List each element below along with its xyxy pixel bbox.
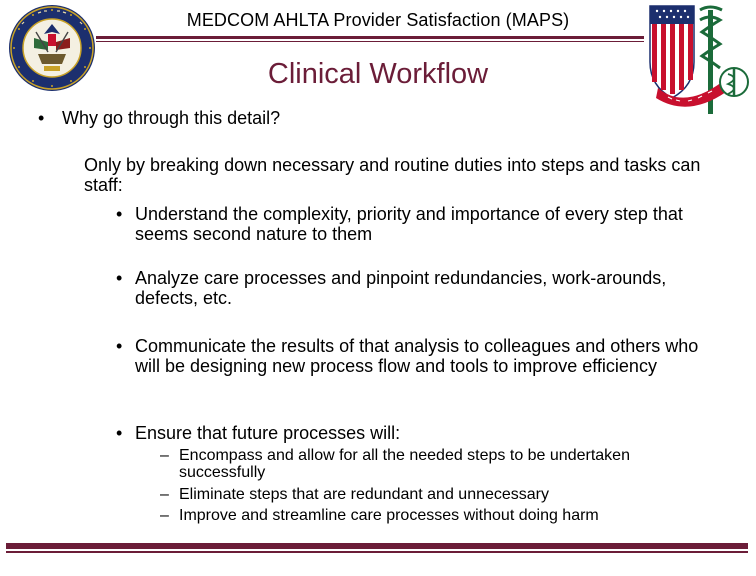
bullet-question: Why go through this detail?: [62, 108, 281, 128]
header-divider-thick: [96, 36, 644, 39]
intro-paragraph: Only by breaking down necessary and routine duties into steps and tasks can staff:: [84, 155, 701, 195]
footer-divider-thick: [6, 543, 748, 549]
sub-bullet-text: Analyze care processes and pinpoint redundancies, work-arounds, defects, etc.: [135, 268, 667, 308]
dash-marker: –: [160, 486, 169, 503]
sub-bullet-text: Communicate the results of that analysis to colleagues and others who will be designing new process flow and tools to improve efficiency: [135, 336, 699, 376]
presentation-header-title: MEDCOM AHLTA Provider Satisfaction (MAPS): [186, 10, 570, 30]
sub-bullet-marker: •: [116, 336, 123, 356]
dash-item-text: Encompass and allow for all the needed steps to be undertaken successfully: [179, 447, 630, 481]
sub-bullet-item: [116, 423, 726, 443]
sub-bullet-item: [116, 336, 726, 376]
sub-bullet-text: Understand the complexity, priority and importance of every step that seems second nature to them: [135, 204, 683, 244]
sub-bullet-marker: •: [116, 268, 123, 288]
header-divider-thin: [96, 41, 644, 42]
dash-item-text: Eliminate steps that are redundant and unnecessary: [179, 486, 550, 503]
sub-bullet-item: [116, 268, 726, 308]
sub-bullet-item: [116, 204, 726, 244]
dash-item: [160, 447, 720, 481]
dash-marker: –: [160, 507, 169, 524]
slide-title: Clinical Workflow: [267, 58, 489, 90]
bullet-marker: •: [38, 108, 45, 128]
dash-item: [160, 507, 720, 524]
dash-marker: –: [160, 447, 169, 464]
sub-bullet-text: Ensure that future processes will:: [135, 423, 401, 443]
dash-item: [160, 486, 720, 503]
sub-bullet-marker: •: [116, 423, 123, 443]
footer-divider-thin: [6, 551, 748, 553]
sub-bullet-marker: •: [116, 204, 123, 224]
dash-item-text: Improve and streamline care processes without doing harm: [179, 507, 599, 524]
